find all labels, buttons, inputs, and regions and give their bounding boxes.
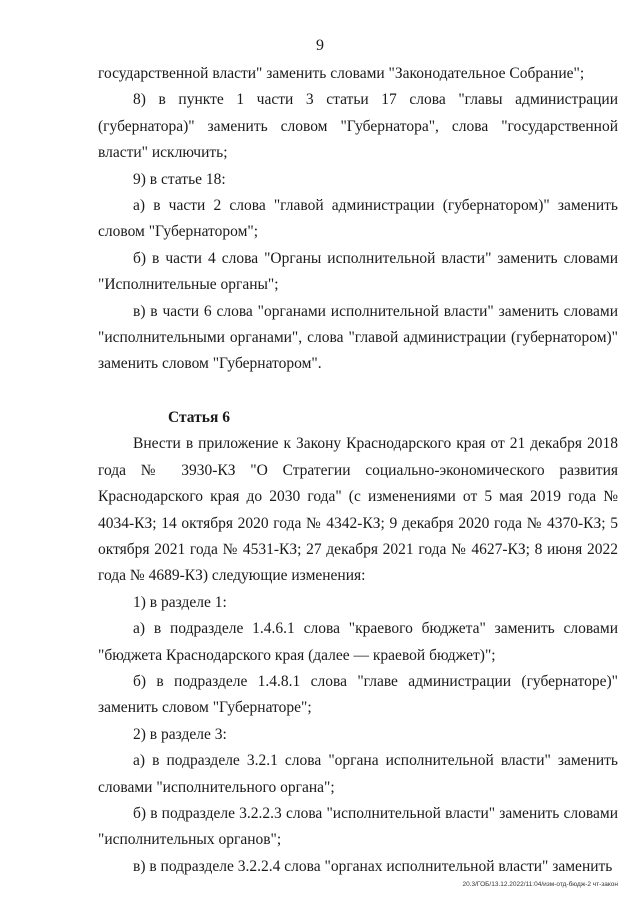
paragraph: б) в подразделе 3.2.2.3 слова "исполнительной власти" заменить словами "исполнительных органов"; bbox=[98, 804, 618, 849]
paragraph: б) в части 4 слова "Органы исполнительной власти" заменить словами "Исполнительные органы"; bbox=[98, 249, 618, 294]
page-number: 9 bbox=[316, 37, 324, 54]
paragraph: а) в подразделе 1.4.6.1 слова "краевого бюджета" заменить словами "бюджета Краснодарского края (далее — краевой бюджет)"; bbox=[98, 620, 618, 664]
paragraph: Внести в приложение к Закону Краснодарского края от 21 декабря 2018 года № 3930-КЗ "О Стратегии социально-экономического развития Краснодарского края до 2030 года" (с изменениями от 5 мая 2019 года № 4034-КЗ; 14 октября 2020 года № 4342-КЗ; 9 декабря 2020 года № 4370-КЗ; 5 октября 2021 года № 4531-КЗ; 27 декабря 2021 года № 4627-КЗ; 8 июня 2022 года № 4689-КЗ) следующие изменения: bbox=[98, 435, 618, 585]
paragraph: в) в подразделе 3.2.2.4 слова "органах исполнительной власти" заменить bbox=[133, 857, 613, 875]
paragraph: 9) в статье 18: bbox=[133, 170, 226, 188]
paragraph: б) в подразделе 1.4.8.1 слова "главе администрации (губернаторе)" заменить словом "Губернаторе"; bbox=[98, 672, 618, 717]
paragraph: 1) в разделе 1: bbox=[133, 593, 227, 611]
paragraph: а) в подразделе 3.2.1 слова "органа исполнительной власти" заменить словами "исполнительного органа"; bbox=[98, 752, 618, 796]
article-heading: Статья 6 bbox=[168, 408, 230, 426]
paragraph: в) в части 6 слова "органами исполнительной власти" заменить словами "исполнительными органами", слова "главой администрации (губернатором)" заменить словом "Губернатором". bbox=[98, 302, 618, 373]
footer-document-code: 20.3/ГОБ/13.12.2022/11:04/изм-отд-бюдж-2 чт-закон bbox=[462, 881, 618, 888]
paragraph: 2) в разделе 3: bbox=[133, 725, 227, 743]
document-body bbox=[98, 61, 618, 880]
section-spacer bbox=[98, 378, 618, 405]
paragraph: государственной власти" заменить словами "Законодательное Собрание"; bbox=[98, 65, 585, 82]
paragraph: 8) в пункте 1 части 3 статьи 17 слова "главы администрации (губернатора)" заменить словом "Губернатора", слова "государственной власти" исключить; bbox=[98, 91, 618, 162]
paragraph: а) в части 2 слова "главой администрации (губернатором)" заменить словом "Губернатором"; bbox=[98, 197, 618, 241]
